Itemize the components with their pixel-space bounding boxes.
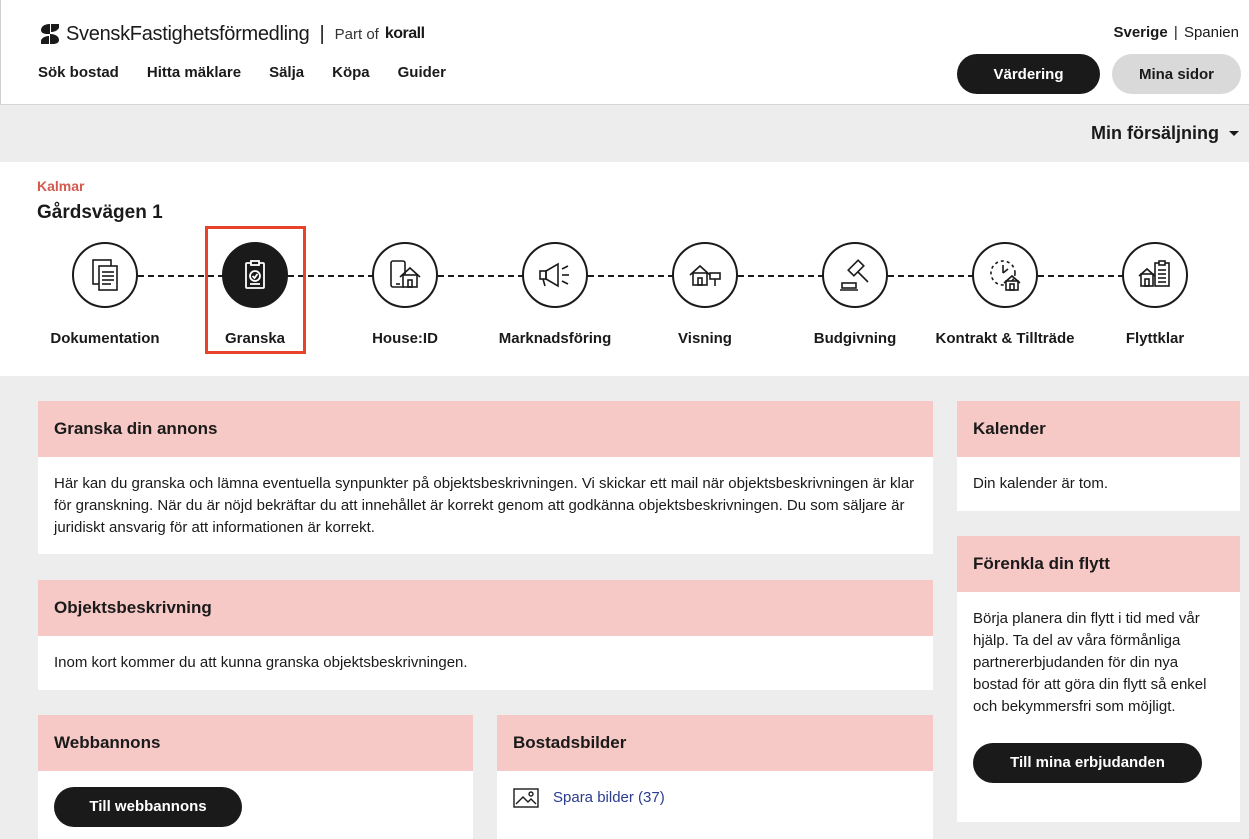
move-card-title: Förenkla din flytt (957, 536, 1240, 592)
site-header (0, 0, 1249, 105)
logo-part-of: Part of (334, 25, 379, 43)
my-sale-label: Min försäljning (1091, 123, 1219, 143)
photos-card-body (497, 771, 933, 825)
lang-sverige[interactable]: Sverige (1113, 24, 1168, 41)
step-label: Dokumentation (50, 330, 160, 347)
offers-button[interactable]: Till mina erbjudanden (973, 743, 1202, 783)
step-kontrakt-tilltrade[interactable] (930, 242, 1080, 350)
nav-hitta-maklare[interactable]: Hitta mäklare (146, 64, 242, 81)
property-city: Kalmar (37, 178, 85, 194)
step-marknadsforing[interactable] (480, 242, 630, 350)
description-card (38, 580, 933, 690)
move-card (957, 536, 1240, 822)
house-list-icon (1136, 256, 1174, 294)
save-photos-link[interactable] (513, 787, 917, 809)
step-circle (822, 242, 888, 308)
review-card-body: Här kan du granska och lämna eventuella synpunkter på objektsbeskrivningen. Vi skickar ett mail när objektsbeskrivningen är klar för granskning. När du är nöjd bekräftar du att innehållet är korrekt genom att godkänna objektsbeskrivningen. Du som säljare är juridiskt ansvarig för att informationen är korrekt. (54, 475, 915, 536)
step-label: Marknadsföring (498, 330, 612, 347)
house-sign-icon (686, 256, 724, 294)
clock-house-icon (986, 256, 1024, 294)
webad-card (38, 715, 473, 839)
house-phone-icon (386, 256, 424, 294)
review-card-title: Granska din annons (38, 401, 933, 457)
progress-steps (0, 162, 1249, 376)
step-visning[interactable] (630, 242, 780, 350)
step-label: Flyttklar (1125, 330, 1185, 347)
nav-sok-bostad[interactable]: Sök bostad (38, 64, 119, 81)
move-card-text: Börja planera din flytt i tid med vår hjälp. Ta del av våra förmånliga partnererbjudanden för din nya bostad för att göra din flytt så enkel och bekymmersfri som möjligt. (973, 610, 1207, 715)
move-card-body (957, 592, 1240, 799)
property-address: Gårdsvägen 1 (37, 202, 163, 223)
nav-salja[interactable]: Sälja (269, 64, 305, 81)
my-sale-menu[interactable] (1091, 123, 1239, 144)
step-circle (372, 242, 438, 308)
valuation-button[interactable]: Värdering (957, 54, 1100, 94)
gavel-icon (836, 256, 874, 294)
nav-kopa[interactable]: Köpa (332, 64, 370, 81)
step-circle (72, 242, 138, 308)
lang-spanien[interactable]: Spanien (1183, 24, 1239, 41)
step-dokumentation[interactable] (30, 242, 180, 350)
calendar-card-title: Kalender (957, 401, 1240, 457)
step-circle (1122, 242, 1188, 308)
logo-separator: | (319, 22, 325, 45)
korall-logo: korall (384, 25, 425, 42)
language-switch (1113, 24, 1239, 41)
logo-mark-icon (38, 22, 62, 46)
review-card (38, 401, 933, 554)
step-house-id[interactable] (330, 242, 480, 350)
step-circle (972, 242, 1038, 308)
documents-icon (87, 257, 123, 293)
my-pages-button[interactable]: Mina sidor (1112, 54, 1241, 94)
sale-bar (0, 105, 1249, 162)
description-card-body: Inom kort kommer du att kunna granska objektsbeskrivningen. (54, 654, 468, 671)
lang-separator: | (1173, 24, 1178, 41)
photos-card (497, 715, 933, 839)
step-label: House:ID (372, 330, 438, 347)
calendar-card-body: Din kalender är tom. (973, 475, 1109, 492)
description-card-title: Objektsbeskrivning (38, 580, 933, 636)
chevron-down-icon (1229, 131, 1239, 136)
image-icon (513, 788, 539, 808)
save-photos-label: Spara bilder (37) (553, 789, 665, 806)
megaphone-icon (536, 256, 574, 294)
webad-button[interactable]: Till webbannons (54, 787, 242, 827)
step-budgivning[interactable] (780, 242, 930, 350)
step-circle (672, 242, 738, 308)
logo-text: SvenskFastighetsförmedling (66, 22, 310, 45)
step-label: Granska (224, 330, 286, 347)
webad-card-title: Webbannons (38, 715, 473, 771)
main-nav (38, 64, 446, 81)
step-label: Kontrakt & Tillträde (935, 330, 1075, 347)
step-flyttklar[interactable] (1080, 242, 1230, 350)
photos-card-title: Bostadsbilder (497, 715, 933, 771)
logo[interactable] (38, 20, 425, 48)
active-step-highlight (205, 226, 306, 354)
webad-card-body (38, 771, 473, 839)
step-circle (522, 242, 588, 308)
nav-guider[interactable]: Guider (397, 64, 446, 81)
step-label: Visning (678, 330, 732, 347)
calendar-card (957, 401, 1240, 511)
step-label: Budgivning (813, 330, 897, 347)
